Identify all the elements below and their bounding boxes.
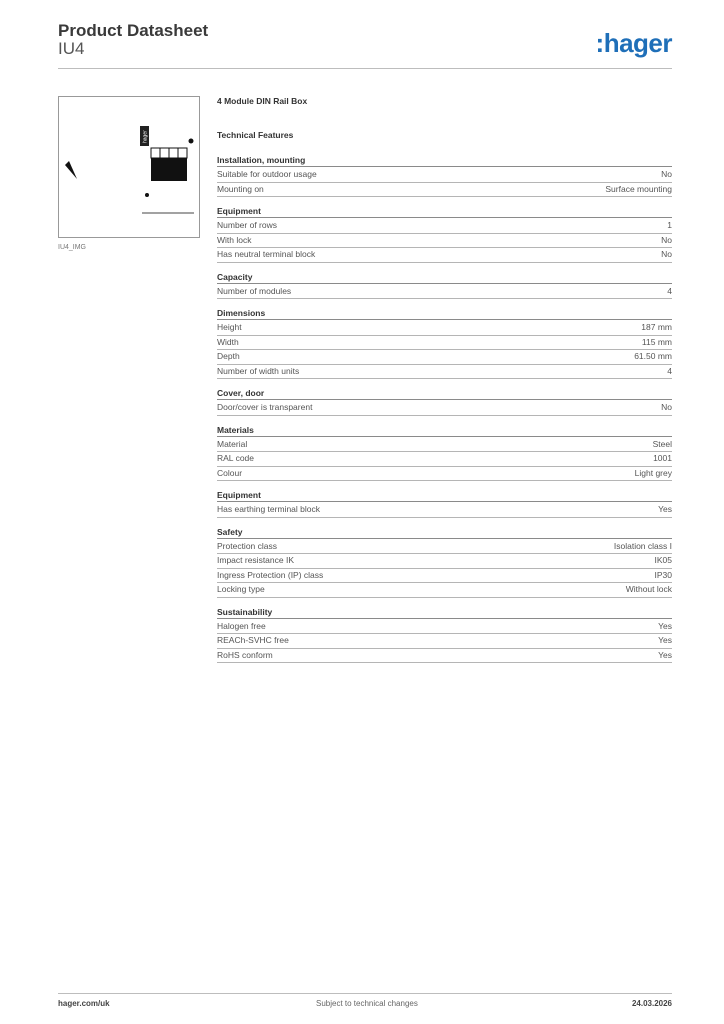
- image-caption: IU4_IMG: [58, 244, 87, 251]
- header-divider: [58, 68, 672, 69]
- spec-row: [217, 438, 672, 453]
- spec-label: Protection class: [217, 540, 277, 551]
- spec-value: Light grey: [634, 467, 672, 478]
- spec-label: Depth: [217, 351, 240, 361]
- spec-section: [217, 272, 672, 300]
- product-code: IU4: [58, 39, 85, 58]
- spec-value: No: [661, 249, 672, 259]
- spec-section: [217, 607, 672, 664]
- spec-value: Yes: [658, 635, 672, 645]
- spec-label: Mounting on: [217, 183, 264, 194]
- spec-label: Impact resistance IK: [217, 555, 295, 565]
- spec-label: With lock: [217, 234, 252, 245]
- spec-value: Yes: [658, 649, 672, 660]
- spec-row: [217, 321, 672, 336]
- spec-label: Ingress Protection (IP) class: [217, 569, 324, 580]
- section-heading: Materials: [217, 425, 672, 437]
- spec-label: Halogen free: [217, 620, 266, 631]
- spec-row: [217, 503, 672, 518]
- spec-label: Number of width units: [217, 365, 300, 376]
- spec-label: Colour: [217, 467, 243, 478]
- spec-row: [217, 467, 672, 482]
- spec-value: 61.50 mm: [634, 351, 672, 361]
- section-heading: Installation, mounting: [217, 155, 672, 167]
- footer-notice: Subject to technical changes: [316, 999, 418, 1008]
- spec-value: Steel: [652, 438, 672, 449]
- technical-features-heading: Technical Features: [217, 130, 294, 140]
- spec-section: [217, 527, 672, 598]
- spec-label: Suitable for outdoor usage: [217, 169, 317, 179]
- spec-row: [217, 168, 672, 183]
- spec-section: [217, 308, 672, 379]
- spec-value: Without lock: [625, 584, 672, 594]
- spec-label: Has neutral terminal block: [217, 249, 316, 259]
- spec-row: [217, 554, 672, 569]
- spec-row: [217, 183, 672, 198]
- spec-row: [217, 583, 672, 598]
- product-image: [58, 96, 200, 238]
- spec-value: Isolation class I: [613, 540, 672, 551]
- section-heading: Equipment: [217, 490, 672, 502]
- spec-value: IK05: [654, 555, 672, 565]
- spec-label: Height: [217, 322, 242, 332]
- spec-section: [217, 490, 672, 518]
- spec-table: [217, 155, 672, 672]
- spec-value: 1001: [653, 453, 672, 463]
- spec-label: Locking type: [217, 584, 265, 594]
- spec-label: RoHS conform: [217, 649, 273, 660]
- section-heading: Sustainability: [217, 607, 672, 619]
- hager-logo: :hager: [595, 28, 672, 58]
- footer-website: hager.com/uk: [58, 999, 110, 1008]
- spec-value: Surface mounting: [605, 183, 672, 194]
- spec-label: Number of rows: [217, 220, 277, 230]
- spec-row: [217, 540, 672, 555]
- spec-row: [217, 219, 672, 234]
- spec-section: [217, 206, 672, 263]
- spec-value: No: [661, 169, 672, 179]
- spec-label: REACh-SVHC free: [217, 635, 289, 645]
- spec-section: [217, 388, 672, 416]
- spec-section: [217, 425, 672, 482]
- spec-row: [217, 285, 672, 300]
- spec-row: [217, 620, 672, 635]
- section-heading: Dimensions: [217, 308, 672, 320]
- spec-label: Number of modules: [217, 285, 292, 296]
- section-heading: Equipment: [217, 206, 672, 218]
- spec-value: Yes: [658, 504, 672, 514]
- spec-label: Has earthing terminal block: [217, 504, 320, 514]
- spec-value: Yes: [658, 620, 672, 631]
- product-image-graphic: [59, 97, 199, 237]
- footer-divider: [58, 993, 672, 994]
- spec-section: [217, 155, 672, 197]
- image-logo-text: hager: [142, 130, 149, 143]
- section-heading: Capacity: [217, 272, 672, 284]
- spec-row: [217, 336, 672, 351]
- spec-value: 4: [667, 285, 672, 296]
- spec-row: [217, 350, 672, 365]
- spec-row: [217, 365, 672, 380]
- spec-label: Width: [217, 336, 239, 347]
- spec-row: [217, 649, 672, 664]
- spec-value: No: [661, 402, 672, 412]
- product-title: 4 Module DIN Rail Box: [217, 96, 308, 106]
- spec-value: 115 mm: [641, 336, 672, 347]
- spec-value: 1: [667, 220, 672, 230]
- spec-label: Material: [217, 438, 248, 449]
- spec-label: RAL code: [217, 453, 255, 463]
- spec-row: [217, 401, 672, 416]
- spec-row: [217, 248, 672, 263]
- section-heading: Cover, door: [217, 388, 672, 400]
- spec-row: [217, 234, 672, 249]
- footer-date: 24.03.2026: [631, 999, 672, 1008]
- spec-value: No: [661, 234, 672, 245]
- spec-value: 187 mm: [641, 322, 672, 332]
- page-title: Product Datasheet: [58, 21, 209, 40]
- spec-label: Door/cover is transparent: [217, 402, 313, 412]
- spec-row: [217, 569, 672, 584]
- spec-value: 4: [667, 365, 672, 376]
- spec-value: IP30: [654, 569, 672, 580]
- spec-row: [217, 452, 672, 467]
- spec-row: [217, 634, 672, 649]
- section-heading: Safety: [217, 527, 672, 539]
